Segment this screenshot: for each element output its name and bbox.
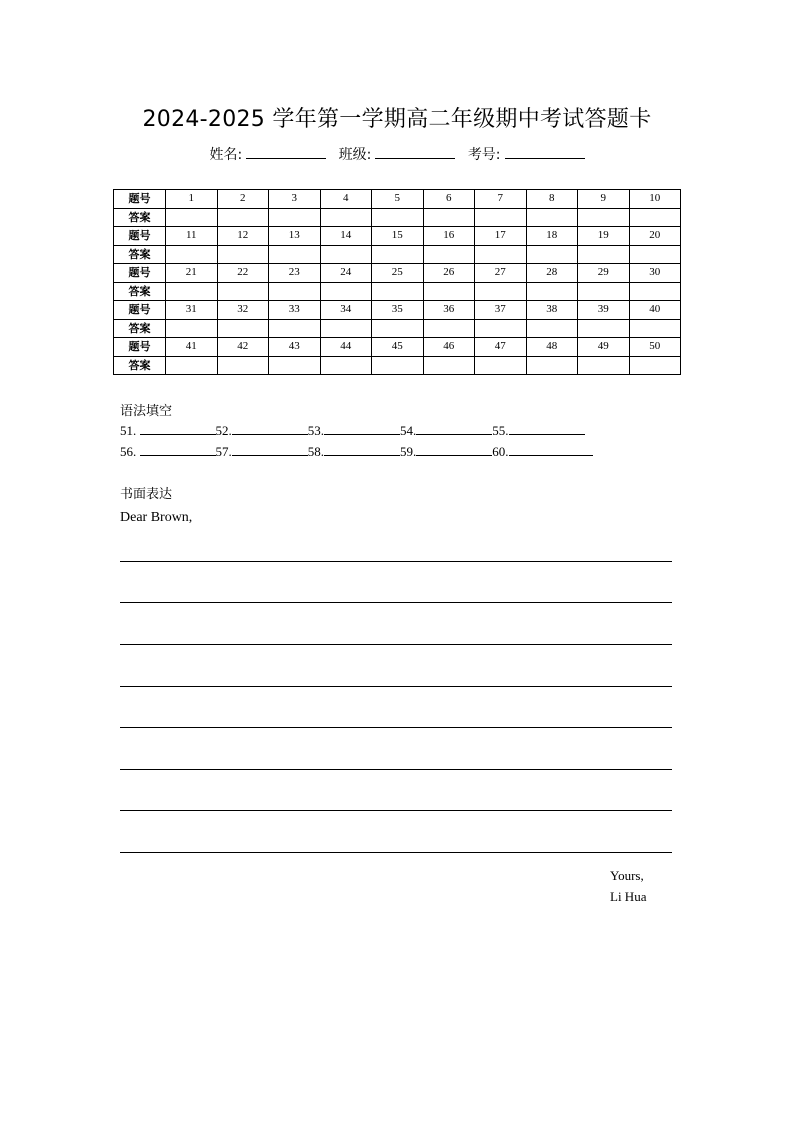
question-number-row [114,301,681,320]
answer-cell[interactable] [578,245,630,264]
name-blank[interactable] [246,144,326,159]
row-label-answer: 答案 [114,282,166,301]
answer-cell[interactable] [320,245,372,264]
answer-cell[interactable] [320,282,372,301]
row-label-number: 题号 [114,227,166,246]
question-number-cell: 44 [320,338,372,357]
answer-cell[interactable] [578,319,630,338]
answer-cell[interactable] [526,245,578,264]
answer-cell[interactable] [475,282,527,301]
question-number-row [114,227,681,246]
answer-cell[interactable] [217,319,269,338]
question-number-cell: 22 [217,264,269,283]
grammar-item[interactable]: 54. [400,422,492,439]
answer-cell[interactable] [269,319,321,338]
question-number-cell: 3 [269,190,321,209]
question-number-row [114,264,681,283]
grammar-blank[interactable] [140,422,216,435]
answer-cell[interactable] [629,208,681,227]
grammar-blank[interactable] [232,422,308,435]
question-number-cell: 14 [320,227,372,246]
answer-cell[interactable] [423,245,475,264]
question-number-cell: 45 [372,338,424,357]
question-number-cell: 6 [423,190,475,209]
question-number-cell: 31 [166,301,218,320]
question-number-cell: 20 [629,227,681,246]
question-number-cell: 33 [269,301,321,320]
grammar-item[interactable]: 59. [400,443,492,460]
question-number-cell: 39 [578,301,630,320]
grammar-blank[interactable] [509,443,593,456]
writing-line[interactable] [120,686,672,687]
answer-cell[interactable] [629,245,681,264]
answer-cell[interactable] [578,356,630,375]
grammar-item[interactable]: 53. [308,422,400,439]
question-number-cell: 17 [475,227,527,246]
grammar-blank[interactable] [324,422,400,435]
answer-cell[interactable] [166,208,218,227]
grammar-item[interactable]: 60. [492,443,592,460]
question-number-cell: 50 [629,338,681,357]
question-number-cell: 8 [526,190,578,209]
question-number-cell: 37 [475,301,527,320]
question-number-cell: 41 [166,338,218,357]
grammar-item[interactable]: 56. [120,443,216,460]
answer-row [114,208,681,227]
question-number-cell: 30 [629,264,681,283]
grammar-blank[interactable] [416,443,492,456]
class-field[interactable] [339,144,456,164]
answer-cell[interactable] [372,208,424,227]
question-number-cell: 13 [269,227,321,246]
answer-row [114,319,681,338]
letter-closing: Yours, [610,868,644,883]
exam-id-blank[interactable] [505,144,585,159]
grammar-item[interactable]: 57. [216,443,308,460]
grammar-blank[interactable] [324,443,400,456]
question-number-cell: 24 [320,264,372,283]
grammar-blank[interactable] [140,443,216,456]
grammar-item[interactable]: 51. [120,422,216,439]
question-number-cell: 47 [475,338,527,357]
exam-id-field[interactable] [468,144,585,164]
exam-id-label: 考号: [467,147,501,163]
question-number-cell: 32 [217,301,269,320]
answer-cell[interactable] [166,319,218,338]
row-label-number: 题号 [114,264,166,283]
question-number-cell: 25 [372,264,424,283]
writing-line[interactable] [120,602,672,603]
answer-cell[interactable] [269,282,321,301]
writing-line[interactable] [120,727,672,728]
row-label-number: 题号 [114,338,166,357]
row-label-answer: 答案 [114,245,166,264]
grammar-row-1 [120,422,585,439]
grammar-title: 语法填空 [120,404,173,419]
answer-cell[interactable] [475,319,527,338]
answer-cell[interactable] [166,245,218,264]
answer-cell[interactable] [372,245,424,264]
answer-row [114,356,681,375]
question-number-cell: 15 [372,227,424,246]
question-number-cell: 23 [269,264,321,283]
grammar-item[interactable]: 55. [492,422,584,439]
grammar-blank[interactable] [232,443,308,456]
answer-cell[interactable] [217,245,269,264]
question-number-cell: 38 [526,301,578,320]
question-number-cell: 11 [166,227,218,246]
class-blank[interactable] [375,144,455,159]
answer-cell[interactable] [372,319,424,338]
answer-cell[interactable] [320,208,372,227]
question-number-cell: 12 [217,227,269,246]
question-number-cell: 34 [320,301,372,320]
answer-cell[interactable] [372,356,424,375]
answer-cell[interactable] [166,356,218,375]
grammar-item[interactable]: 58. [308,443,400,460]
answer-cell[interactable] [526,319,578,338]
grammar-item[interactable]: 52. [216,422,308,439]
question-number-cell: 5 [372,190,424,209]
writing-title: 书面表达 [120,487,173,502]
class-label: 班级: [338,147,372,163]
answer-cell[interactable] [217,208,269,227]
writing-line[interactable] [120,852,672,853]
answer-cell[interactable] [526,356,578,375]
answer-grid [113,189,681,375]
answer-cell[interactable] [629,356,681,375]
row-label-number: 题号 [114,301,166,320]
question-number-cell: 27 [475,264,527,283]
question-number-cell: 35 [372,301,424,320]
question-number-cell: 1 [166,190,218,209]
writing-line[interactable] [120,810,672,811]
answer-row [114,245,681,264]
answer-cell[interactable] [423,319,475,338]
answer-cell[interactable] [526,208,578,227]
grammar-blank[interactable] [509,422,585,435]
answer-cell[interactable] [475,208,527,227]
question-number-cell: 9 [578,190,630,209]
question-number-cell: 42 [217,338,269,357]
answer-cell[interactable] [423,356,475,375]
row-label-answer: 答案 [114,319,166,338]
row-label-answer: 答案 [114,356,166,375]
answer-cell[interactable] [578,282,630,301]
answer-cell[interactable] [629,319,681,338]
question-number-cell: 4 [320,190,372,209]
question-number-cell: 29 [578,264,630,283]
question-number-cell: 46 [423,338,475,357]
question-number-cell: 49 [578,338,630,357]
answer-cell[interactable] [423,282,475,301]
question-number-cell: 40 [629,301,681,320]
answer-cell[interactable] [217,282,269,301]
answer-cell[interactable] [217,356,269,375]
answer-cell[interactable] [269,356,321,375]
answer-cell[interactable] [629,282,681,301]
writing-line[interactable] [120,561,672,562]
letter-signature: Li Hua [610,889,647,904]
question-number-cell: 2 [217,190,269,209]
answer-cell[interactable] [166,282,218,301]
answer-cell[interactable] [475,356,527,375]
writing-line[interactable] [120,644,672,645]
question-number-cell: 7 [475,190,527,209]
name-label: 姓名: [209,147,243,163]
answer-cell[interactable] [578,208,630,227]
question-number-cell: 36 [423,301,475,320]
question-number-cell: 16 [423,227,475,246]
grammar-row-2 [120,443,593,460]
answer-cell[interactable] [320,356,372,375]
student-info [0,144,794,164]
grammar-blank[interactable] [416,422,492,435]
answer-cell[interactable] [269,208,321,227]
answer-row [114,282,681,301]
question-number-cell: 43 [269,338,321,357]
name-field[interactable] [209,144,326,164]
letter-greeting: Dear Brown, [120,510,193,525]
question-number-row [114,338,681,357]
question-number-cell: 10 [629,190,681,209]
answer-cell[interactable] [475,245,527,264]
answer-cell[interactable] [269,245,321,264]
answer-cell[interactable] [320,319,372,338]
question-number-cell: 26 [423,264,475,283]
question-number-cell: 21 [166,264,218,283]
answer-cell[interactable] [372,282,424,301]
answer-cell[interactable] [423,208,475,227]
question-number-cell: 48 [526,338,578,357]
question-number-row [114,190,681,209]
writing-line[interactable] [120,769,672,770]
question-number-cell: 18 [526,227,578,246]
answer-cell[interactable] [526,282,578,301]
row-label-answer: 答案 [114,208,166,227]
question-number-cell: 19 [578,227,630,246]
page-title: 2024-2025 学年第一学期高二年级期中考试答题卡 [142,107,652,132]
question-number-cell: 28 [526,264,578,283]
row-label-number: 题号 [114,190,166,209]
